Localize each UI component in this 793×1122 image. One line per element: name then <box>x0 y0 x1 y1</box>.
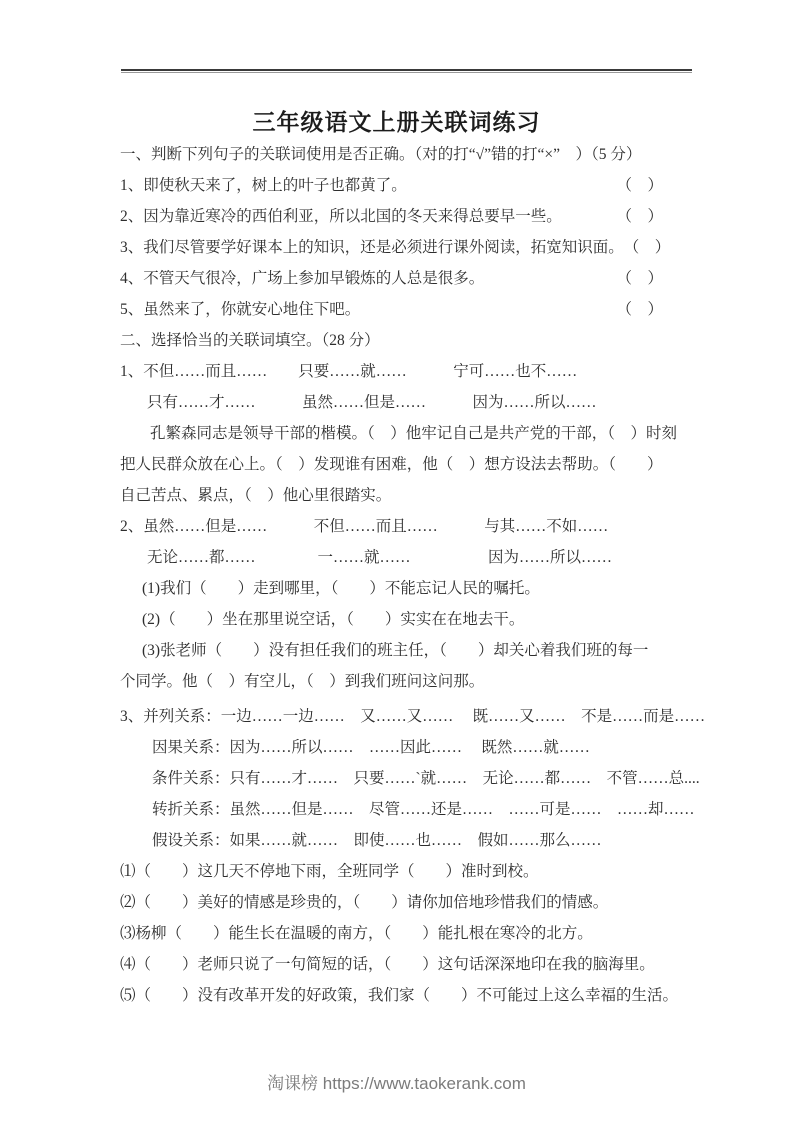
question-text: 3、我们尽管要学好课本上的知识，还是必须进行课外阅读，拓宽知识面。 <box>120 239 624 256</box>
question-text: 2、因为靠近寒冷的西伯利亚，所以北国的冬天来得总要早一些。 <box>120 208 562 225</box>
fill-item: ⑸（ ）没有改革开发的好政策，我们家（ ）不可能过上这么幸福的生活。 <box>120 987 679 1004</box>
relation-row: 因果关系：因为……所以…… ……因此…… 既然……就…… <box>152 739 590 756</box>
section1-header: 一、判断下列句子的关联词使用是否正确。（对的打“√”错的打“×” ）（5 分） <box>120 146 642 163</box>
fill-item-continuation: 个同学。他（ ）有空儿，（ ）到我们班问这问那。 <box>120 673 485 690</box>
section2-header: 二、选择恰当的关联词填空。（28 分） <box>120 332 380 349</box>
fill-item: ⑷（ ）老师只说了一句简短的话，（ ）这句话深深地印在我的脑海里。 <box>120 956 655 973</box>
relation-row: 3、并列关系：一边……一边…… 又……又…… 既……又…… 不是……而是…… <box>120 708 706 725</box>
question-row-1 <box>120 170 693 201</box>
answer-blank: （ ） <box>623 239 671 256</box>
fill-item: ⑵（ ）美好的情感是珍贵的，（ ）请你加倍地珍惜我们的情感。 <box>120 894 609 911</box>
choices-row: 2、虽然……但是…… 不但……而且…… 与其……不如…… <box>120 518 609 535</box>
header-rule <box>121 69 692 73</box>
choices-row: 1、不但……而且…… 只要……就…… 宁可……也不…… <box>120 363 578 380</box>
footer-text: 淘课榜 https://www.taokerank.com <box>267 1074 526 1093</box>
fill-item: (3)张老师（ ）没有担任我们的班主任，（ ）却关心着我们班的每一 <box>142 642 649 659</box>
page-title: 三年级语文上册关联词练习 <box>252 110 541 135</box>
question-text: 1、即使秋天来了，树上的叶子也都黄了。 <box>120 177 407 194</box>
answer-blank: （ ） <box>616 177 663 194</box>
answer-blank: （ ） <box>616 270 663 287</box>
fill-item: (2)（ ）坐在那里说空话，（ ）实实在在地去干。 <box>142 611 525 628</box>
question-text: 4、不管天气很冷，广场上参加早锻炼的人总是很多。 <box>120 270 485 287</box>
choices-row: 无论……都…… 一……就…… 因为……所以…… <box>147 549 613 566</box>
relation-row: 转折关系：虽然……但是…… 尽管……还是…… ……可是…… ……却…… <box>152 801 695 818</box>
question-row-3 <box>120 232 693 263</box>
worksheet-content <box>120 139 706 1011</box>
fill-item: ⑶杨柳（ ）能生长在温暖的南方，（ ）能扎根在寒冷的北方。 <box>120 925 593 942</box>
relation-row: 条件关系：只有……才…… 只要……`就…… 无论……都…… 不管……总.... <box>152 770 700 787</box>
paragraph-line: 把人民群众放在心上。（ ）发现谁有困难，他（ ）想方设法去帮助。（ ） <box>120 456 663 473</box>
relation-row: 假设关系：如果……就…… 即使……也…… 假如……那么…… <box>152 832 602 849</box>
answer-blank: （ ） <box>616 301 663 318</box>
question-row-4 <box>120 263 693 294</box>
answer-blank: （ ） <box>616 208 663 225</box>
fill-item: ⑴（ ）这几天不停地下雨，全班同学（ ）准时到校。 <box>120 863 539 880</box>
fill-item: (1)我们（ ）走到哪里，（ ）不能忘记人民的嘱托。 <box>142 580 540 597</box>
question-text: 5、虽然来了，你就安心地住下吧。 <box>120 301 361 318</box>
question-row-5 <box>120 294 693 325</box>
choices-row: 只有……才…… 虽然……但是…… 因为……所以…… <box>147 394 597 411</box>
paragraph-line: 孔繁森同志是领导干部的楷模。（ ）他牢记自己是共产党的干部，（ ）时刻 <box>150 425 678 442</box>
question-row-2 <box>120 201 693 232</box>
paragraph-line: 自己苦点、累点，（ ）他心里很踏实。 <box>120 487 392 504</box>
